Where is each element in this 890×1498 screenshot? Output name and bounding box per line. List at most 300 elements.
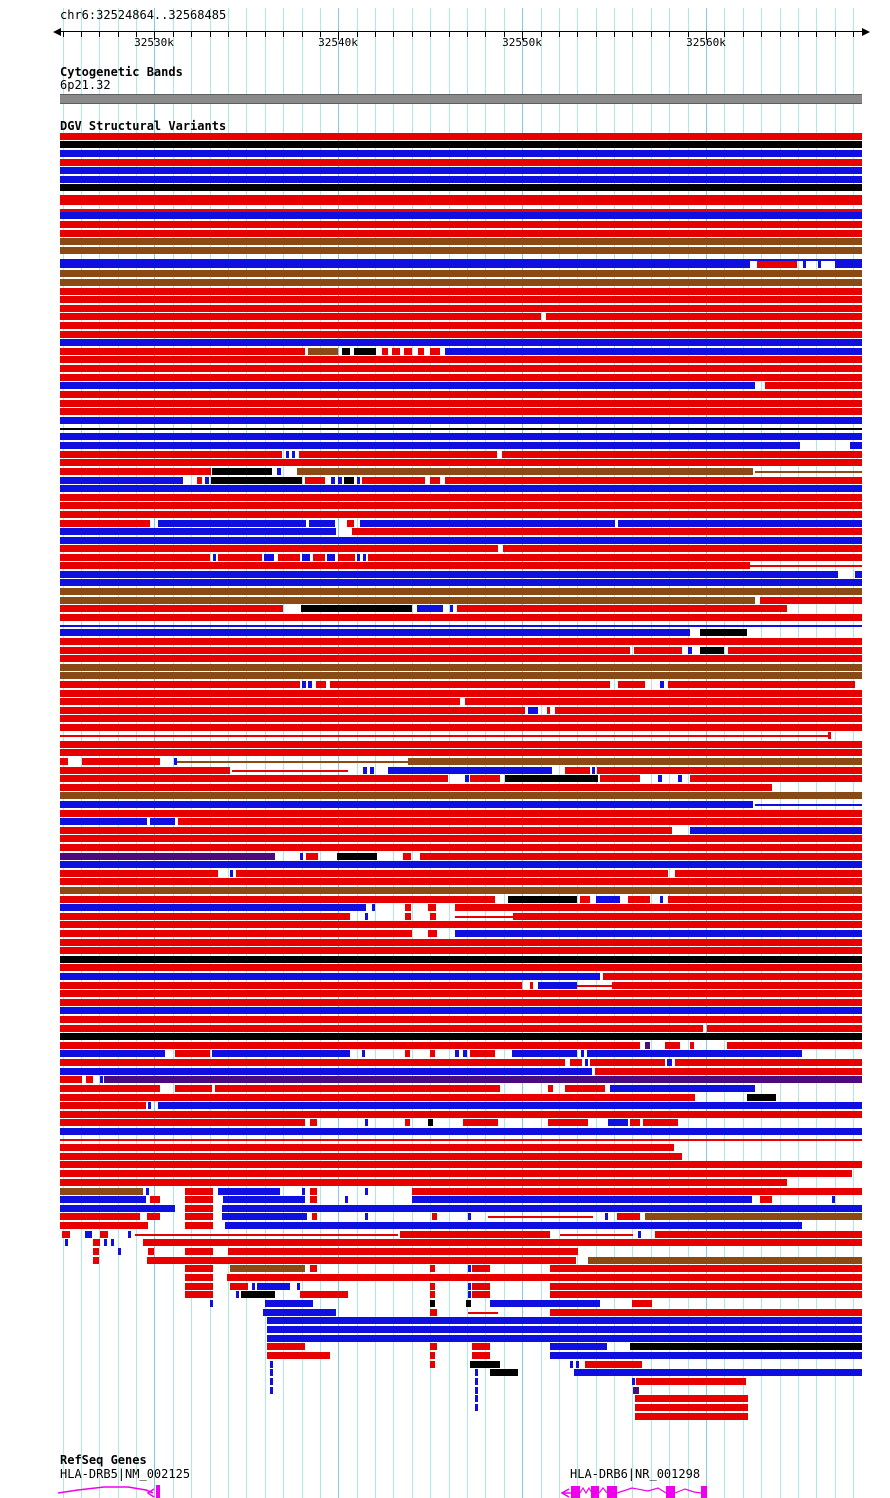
variant-segment[interactable] <box>60 629 690 636</box>
variant-segment[interactable] <box>550 1291 862 1298</box>
variant-segment[interactable] <box>212 468 272 475</box>
variant-segment[interactable] <box>177 761 408 763</box>
variant-segment[interactable] <box>60 597 755 604</box>
variant-segment[interactable] <box>468 1291 471 1298</box>
variant-segment[interactable] <box>60 999 862 1006</box>
variant-segment[interactable] <box>588 1257 862 1264</box>
variant-segment[interactable] <box>630 1343 862 1350</box>
variant-segment[interactable] <box>565 1085 605 1092</box>
variant-segment[interactable] <box>636 1378 746 1385</box>
variant-segment[interactable] <box>60 270 862 277</box>
variant-segment[interactable] <box>60 835 862 842</box>
variant-segment[interactable] <box>472 1291 490 1298</box>
variant-segment[interactable] <box>354 348 376 355</box>
variant-segment[interactable] <box>185 1291 213 1298</box>
variant-segment[interactable] <box>60 956 862 963</box>
variant-segment[interactable] <box>60 562 750 569</box>
variant-segment[interactable] <box>305 477 325 484</box>
variant-segment[interactable] <box>60 451 282 458</box>
variant-segment[interactable] <box>60 167 862 174</box>
variant-segment[interactable] <box>60 545 498 552</box>
variant-segment[interactable] <box>60 1196 146 1203</box>
variant-segment[interactable] <box>587 1050 802 1057</box>
variant-segment[interactable] <box>60 494 862 501</box>
variant-segment[interactable] <box>60 1139 862 1141</box>
variant-segment[interactable] <box>236 1291 239 1298</box>
variant-segment[interactable] <box>148 1248 154 1255</box>
variant-segment[interactable] <box>302 1188 305 1195</box>
variant-segment[interactable] <box>585 1361 642 1368</box>
variant-segment[interactable] <box>638 1231 641 1238</box>
variant-segment[interactable] <box>635 1413 748 1420</box>
variant-segment[interactable] <box>668 896 862 903</box>
variant-segment[interactable] <box>60 1128 862 1135</box>
variant-segment[interactable] <box>690 827 862 834</box>
variant-segment[interactable] <box>60 1007 862 1014</box>
variant-segment[interactable] <box>747 1094 776 1101</box>
variant-segment[interactable] <box>60 296 862 303</box>
variant-segment[interactable] <box>147 1257 576 1264</box>
variant-segment[interactable] <box>175 1050 210 1057</box>
variant-segment[interactable] <box>257 1283 290 1290</box>
variant-segment[interactable] <box>678 775 682 782</box>
variant-segment[interactable] <box>60 792 862 799</box>
variant-segment[interactable] <box>60 1042 640 1049</box>
variant-segment[interactable] <box>455 916 513 918</box>
variant-segment[interactable] <box>855 571 862 578</box>
variant-segment[interactable] <box>618 681 645 688</box>
variant-segment[interactable] <box>60 230 862 237</box>
variant-segment[interactable] <box>628 896 650 903</box>
variant-segment[interactable] <box>468 1213 471 1220</box>
variant-segment[interactable] <box>60 511 862 518</box>
variant-segment[interactable] <box>267 1352 330 1359</box>
variant-segment[interactable] <box>185 1222 213 1229</box>
variant-segment[interactable] <box>513 913 862 920</box>
variant-segment[interactable] <box>430 1309 437 1316</box>
variant-segment[interactable] <box>143 1239 862 1246</box>
cytoband-bar[interactable] <box>60 94 862 104</box>
variant-segment[interactable] <box>548 1119 588 1126</box>
variant-segment[interactable] <box>146 1188 149 1195</box>
variant-segment[interactable] <box>60 1213 140 1220</box>
variant-segment[interactable] <box>210 1300 213 1307</box>
variant-segment[interactable] <box>475 1369 478 1376</box>
variant-segment[interactable] <box>727 1042 862 1049</box>
variant-segment[interactable] <box>382 348 388 355</box>
gene-glyph-hla-drb6[interactable] <box>560 1480 712 1498</box>
variant-segment[interactable] <box>347 520 354 527</box>
variant-segment[interactable] <box>60 698 460 705</box>
variant-segment[interactable] <box>308 348 338 355</box>
variant-segment[interactable] <box>430 1361 435 1368</box>
variant-segment[interactable] <box>760 597 862 604</box>
variant-segment[interactable] <box>60 707 525 714</box>
variant-segment[interactable] <box>264 554 274 561</box>
variant-segment[interactable] <box>60 442 800 449</box>
variant-segment[interactable] <box>580 896 590 903</box>
variant-segment[interactable] <box>342 348 350 355</box>
variant-segment[interactable] <box>148 1102 151 1109</box>
variant-segment[interactable] <box>60 801 753 808</box>
variant-segment[interactable] <box>270 1378 273 1385</box>
variant-segment[interactable] <box>405 904 411 911</box>
variant-segment[interactable] <box>635 1395 748 1402</box>
variant-segment[interactable] <box>60 428 862 430</box>
variant-segment[interactable] <box>60 571 838 578</box>
variant-segment[interactable] <box>230 870 233 877</box>
variant-segment[interactable] <box>60 1111 862 1118</box>
variant-segment[interactable] <box>60 775 448 782</box>
variant-segment[interactable] <box>360 520 615 527</box>
variant-segment[interactable] <box>617 1213 640 1220</box>
variant-segment[interactable] <box>430 913 436 920</box>
variant-segment[interactable] <box>263 1309 336 1316</box>
variant-segment[interactable] <box>60 715 862 722</box>
variant-segment[interactable] <box>365 1119 368 1126</box>
variant-segment[interactable] <box>297 468 753 475</box>
variant-segment[interactable] <box>362 477 425 484</box>
variant-segment[interactable] <box>60 921 862 928</box>
variant-segment[interactable] <box>632 1378 635 1385</box>
variant-segment[interactable] <box>428 930 437 937</box>
variant-segment[interactable] <box>465 698 862 705</box>
variant-segment[interactable] <box>100 1076 103 1083</box>
variant-segment[interactable] <box>215 1085 500 1092</box>
variant-segment[interactable] <box>60 141 862 148</box>
variant-segment[interactable] <box>700 647 724 654</box>
variant-segment[interactable] <box>93 1248 99 1255</box>
variant-segment[interactable] <box>292 451 295 458</box>
variant-segment[interactable] <box>338 477 342 484</box>
variant-segment[interactable] <box>309 520 335 527</box>
variant-segment[interactable] <box>60 1153 682 1160</box>
variant-segment[interactable] <box>508 896 577 903</box>
variant-segment[interactable] <box>300 853 303 860</box>
variant-segment[interactable] <box>60 459 862 466</box>
variant-segment[interactable] <box>327 554 335 561</box>
variant-segment[interactable] <box>62 1231 70 1238</box>
variant-segment[interactable] <box>60 477 183 484</box>
variant-segment[interactable] <box>60 305 862 312</box>
variant-segment[interactable] <box>472 1343 490 1350</box>
variant-segment[interactable] <box>550 1343 607 1350</box>
variant-segment[interactable] <box>60 247 862 254</box>
variant-segment[interactable] <box>60 614 862 621</box>
variant-segment[interactable] <box>538 982 577 989</box>
variant-segment[interactable] <box>408 758 862 765</box>
variant-segment[interactable] <box>818 261 821 268</box>
variant-segment[interactable] <box>430 1300 435 1307</box>
variant-segment[interactable] <box>185 1265 213 1272</box>
variant-segment[interactable] <box>60 605 283 612</box>
variant-segment[interactable] <box>505 775 598 782</box>
variant-segment[interactable] <box>600 775 640 782</box>
variant-segment[interactable] <box>60 502 862 509</box>
variant-segment[interactable] <box>472 1283 490 1290</box>
variant-segment[interactable] <box>463 1050 467 1057</box>
variant-segment[interactable] <box>658 775 662 782</box>
variant-segment[interactable] <box>60 176 862 183</box>
variant-segment[interactable] <box>372 904 375 911</box>
variant-segment[interactable] <box>60 1085 160 1092</box>
variant-segment[interactable] <box>60 1016 862 1023</box>
variant-segment[interactable] <box>581 1050 584 1057</box>
variant-segment[interactable] <box>60 647 630 654</box>
variant-segment[interactable] <box>502 451 862 458</box>
variant-segment[interactable] <box>690 775 862 782</box>
variant-segment[interactable] <box>60 810 862 817</box>
variant-segment[interactable] <box>432 1213 437 1220</box>
variant-segment[interactable] <box>362 1050 365 1057</box>
variant-segment[interactable] <box>700 629 747 636</box>
variant-segment[interactable] <box>430 348 440 355</box>
variant-segment[interactable] <box>548 1085 553 1092</box>
variant-segment[interactable] <box>60 672 862 679</box>
variant-segment[interactable] <box>60 159 862 166</box>
variant-segment[interactable] <box>608 1119 628 1126</box>
variant-segment[interactable] <box>60 767 230 774</box>
variant-segment[interactable] <box>472 1352 490 1359</box>
variant-segment[interactable] <box>128 1231 131 1238</box>
variant-segment[interactable] <box>301 605 412 612</box>
variant-segment[interactable] <box>417 605 443 612</box>
variant-segment[interactable] <box>560 1234 633 1236</box>
variant-segment[interactable] <box>455 904 862 911</box>
variant-segment[interactable] <box>227 1274 862 1281</box>
variant-segment[interactable] <box>302 554 310 561</box>
variant-segment[interactable] <box>185 1188 213 1195</box>
variant-segment[interactable] <box>60 1119 305 1126</box>
variant-segment[interactable] <box>755 804 862 806</box>
variant-segment[interactable] <box>158 520 306 527</box>
variant-segment[interactable] <box>565 767 590 774</box>
variant-segment[interactable] <box>60 973 600 980</box>
variant-segment[interactable] <box>570 1059 582 1066</box>
variant-segment[interactable] <box>418 348 424 355</box>
variant-segment[interactable] <box>267 1326 862 1333</box>
variant-segment[interactable] <box>60 1050 165 1057</box>
variant-segment[interactable] <box>550 1309 862 1316</box>
variant-segment[interactable] <box>470 1050 495 1057</box>
variant-segment[interactable] <box>93 1257 99 1264</box>
variant-segment[interactable] <box>60 133 862 140</box>
variant-segment[interactable] <box>60 930 412 937</box>
variant-segment[interactable] <box>755 471 862 473</box>
variant-segment[interactable] <box>222 1213 307 1220</box>
variant-segment[interactable] <box>241 1291 275 1298</box>
variant-segment[interactable] <box>688 647 692 654</box>
variant-segment[interactable] <box>185 1196 213 1203</box>
variant-segment[interactable] <box>60 939 862 946</box>
variant-segment[interactable] <box>60 391 862 398</box>
variant-segment[interactable] <box>60 356 862 363</box>
variant-segment[interactable] <box>555 707 862 714</box>
variant-segment[interactable] <box>222 1205 862 1212</box>
variant-segment[interactable] <box>60 520 150 527</box>
variant-segment[interactable] <box>60 741 862 748</box>
variant-segment[interactable] <box>312 1213 317 1220</box>
variant-segment[interactable] <box>428 1119 433 1126</box>
variant-segment[interactable] <box>430 1352 435 1359</box>
variant-segment[interactable] <box>368 554 862 561</box>
variant-segment[interactable] <box>405 913 411 920</box>
variant-segment[interactable] <box>728 647 862 654</box>
variant-segment[interactable] <box>597 767 862 774</box>
variant-segment[interactable] <box>299 451 497 458</box>
variant-segment[interactable] <box>468 1265 471 1272</box>
variant-segment[interactable] <box>228 1248 578 1255</box>
variant-segment[interactable] <box>370 767 374 774</box>
variant-segment[interactable] <box>757 261 797 268</box>
variant-segment[interactable] <box>635 1404 748 1411</box>
variant-segment[interactable] <box>430 1050 435 1057</box>
variant-segment[interactable] <box>60 313 541 320</box>
variant-segment[interactable] <box>225 1222 802 1229</box>
variant-segment[interactable] <box>158 1102 862 1109</box>
variant-segment[interactable] <box>60 288 862 295</box>
variant-segment[interactable] <box>100 1231 108 1238</box>
variant-segment[interactable] <box>310 1119 317 1126</box>
variant-segment[interactable] <box>185 1283 213 1290</box>
variant-segment[interactable] <box>750 565 862 567</box>
variant-segment[interactable] <box>420 853 862 860</box>
variant-segment[interactable] <box>60 1205 175 1212</box>
variant-segment[interactable] <box>60 982 522 989</box>
variant-segment[interactable] <box>60 625 862 627</box>
variant-segment[interactable] <box>306 853 318 860</box>
variant-segment[interactable] <box>60 690 862 697</box>
gene-glyph-hla-drb5[interactable] <box>56 1480 164 1498</box>
variant-segment[interactable] <box>267 1343 305 1350</box>
variant-segment[interactable] <box>60 913 350 920</box>
variant-segment[interactable] <box>60 990 862 997</box>
variant-segment[interactable] <box>252 1283 255 1290</box>
variant-segment[interactable] <box>60 150 862 157</box>
variant-segment[interactable] <box>634 647 682 654</box>
variant-segment[interactable] <box>205 477 209 484</box>
variant-segment[interactable] <box>212 1050 350 1057</box>
variant-segment[interactable] <box>760 1196 772 1203</box>
variant-segment[interactable] <box>488 1216 593 1218</box>
variant-segment[interactable] <box>850 442 862 449</box>
variant-segment[interactable] <box>60 400 862 407</box>
variant-segment[interactable] <box>147 1213 160 1220</box>
variant-segment[interactable] <box>472 1265 490 1272</box>
variant-segment[interactable] <box>707 1025 862 1032</box>
variant-segment[interactable] <box>430 1291 435 1298</box>
variant-segment[interactable] <box>60 1025 703 1032</box>
variant-segment[interactable] <box>550 1352 862 1359</box>
variant-segment[interactable] <box>466 1300 471 1307</box>
variant-segment[interactable] <box>297 1283 300 1290</box>
variant-segment[interactable] <box>490 1369 518 1376</box>
variant-segment[interactable] <box>468 1283 471 1290</box>
variant-segment[interactable] <box>835 261 862 268</box>
variant-segment[interactable] <box>660 681 664 688</box>
variant-segment[interactable] <box>455 1050 459 1057</box>
variant-segment[interactable] <box>60 554 210 561</box>
variant-segment[interactable] <box>60 844 862 851</box>
variant-segment[interactable] <box>365 1188 368 1195</box>
variant-segment[interactable] <box>592 767 595 774</box>
variant-segment[interactable] <box>570 1361 573 1368</box>
variant-segment[interactable] <box>223 1196 305 1203</box>
variant-segment[interactable] <box>550 1265 862 1272</box>
variant-segment[interactable] <box>316 681 326 688</box>
variant-segment[interactable] <box>365 913 368 920</box>
variant-segment[interactable] <box>60 964 862 971</box>
variant-segment[interactable] <box>618 520 862 527</box>
variant-segment[interactable] <box>337 853 377 860</box>
variant-segment[interactable] <box>118 1248 121 1255</box>
variant-segment[interactable] <box>300 1291 348 1298</box>
variant-segment[interactable] <box>60 758 68 765</box>
variant-segment[interactable] <box>60 339 862 346</box>
variant-segment[interactable] <box>357 554 360 561</box>
variant-segment[interactable] <box>60 238 862 245</box>
variant-segment[interactable] <box>468 1312 498 1314</box>
variant-segment[interactable] <box>60 588 862 595</box>
variant-segment[interactable] <box>60 417 862 424</box>
variant-segment[interactable] <box>277 468 281 475</box>
variant-segment[interactable] <box>430 1265 435 1272</box>
variant-segment[interactable] <box>546 313 862 320</box>
variant-segment[interactable] <box>405 1050 410 1057</box>
variant-segment[interactable] <box>403 853 411 860</box>
variant-segment[interactable] <box>60 408 862 415</box>
variant-segment[interactable] <box>60 1059 565 1066</box>
variant-segment[interactable] <box>405 1119 410 1126</box>
variant-segment[interactable] <box>85 1231 92 1238</box>
variant-segment[interactable] <box>104 1239 107 1246</box>
variant-segment[interactable] <box>267 1335 862 1342</box>
variant-segment[interactable] <box>645 1213 862 1220</box>
variant-segment[interactable] <box>230 1283 248 1290</box>
variant-segment[interactable] <box>470 775 500 782</box>
variant-segment[interactable] <box>365 1213 368 1220</box>
variant-segment[interactable] <box>60 212 862 219</box>
variant-segment[interactable] <box>60 537 862 544</box>
variant-segment[interactable] <box>218 554 262 561</box>
variant-segment[interactable] <box>236 870 668 877</box>
variant-segment[interactable] <box>345 1196 348 1203</box>
variant-segment[interactable] <box>632 1300 652 1307</box>
variant-segment[interactable] <box>185 1205 213 1212</box>
variant-segment[interactable] <box>331 477 335 484</box>
variant-segment[interactable] <box>574 1369 862 1376</box>
variant-segment[interactable] <box>645 1042 650 1049</box>
variant-segment[interactable] <box>178 818 862 825</box>
variant-segment[interactable] <box>111 1239 114 1246</box>
variant-segment[interactable] <box>643 1119 678 1126</box>
variant-segment[interactable] <box>60 638 862 645</box>
variant-segment[interactable] <box>60 528 336 535</box>
variant-segment[interactable] <box>185 1248 213 1255</box>
variant-segment[interactable] <box>270 1387 273 1394</box>
variant-segment[interactable] <box>82 758 160 765</box>
variant-segment[interactable] <box>690 1042 694 1049</box>
variant-segment[interactable] <box>828 732 831 739</box>
variant-segment[interactable] <box>310 1188 317 1195</box>
variant-segment[interactable] <box>667 1059 672 1066</box>
variant-segment[interactable] <box>60 887 862 894</box>
variant-segment[interactable] <box>286 451 289 458</box>
variant-segment[interactable] <box>357 477 360 484</box>
variant-segment[interactable] <box>595 1068 862 1075</box>
variant-segment[interactable] <box>388 767 552 774</box>
variant-segment[interactable] <box>60 184 862 191</box>
